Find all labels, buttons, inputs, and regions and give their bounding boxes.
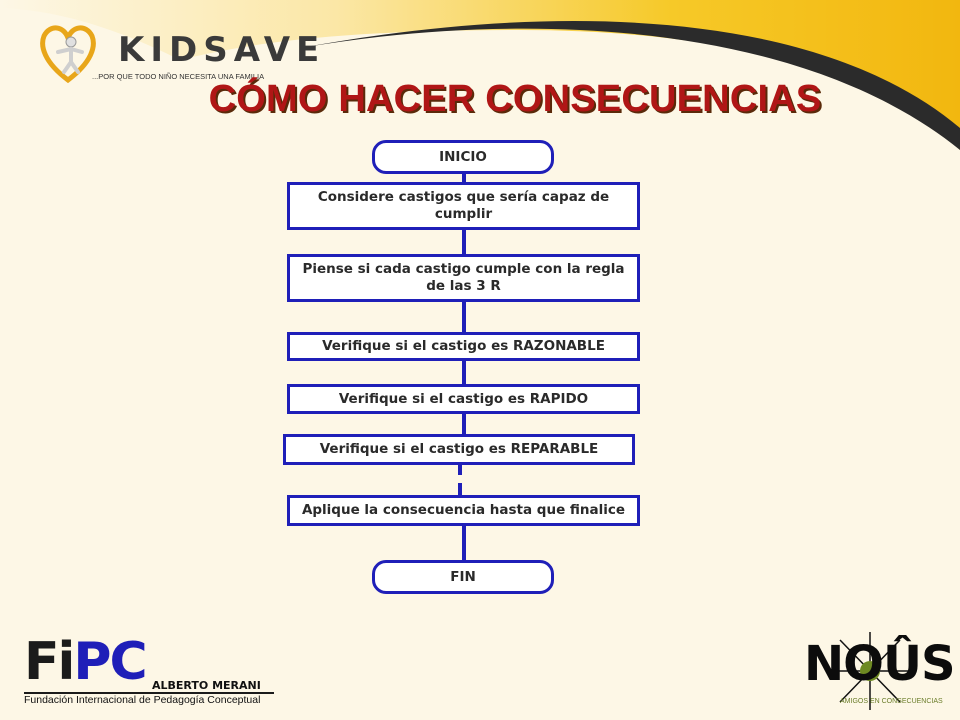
connector-3 — [462, 359, 466, 386]
kidsave-wordmark: KIDSAVE — [118, 30, 326, 70]
nous-logo — [800, 630, 955, 712]
fipc-logo — [24, 632, 280, 708]
step-apply: Aplique la consecuencia hasta que finalice — [287, 495, 640, 526]
fipc-foundation-name: Fundación Internacional de Pedagogía Conceptual — [24, 694, 261, 706]
connector-1 — [462, 228, 466, 256]
fipc-merani-name: ALBERTO MERANI — [152, 679, 261, 692]
page-title: CÓMO HACER CONSECUENCIAS — [208, 78, 822, 120]
connector-4 — [462, 412, 466, 436]
connector-5-dashed — [458, 463, 462, 497]
step-three-r-rule: Piense si cada castigo cumple con la regla de las 3 R — [287, 254, 640, 302]
start-node: INICIO — [372, 140, 554, 174]
step-consider: Considere castigos que sería capaz de cumplir — [287, 182, 640, 230]
connector-end — [462, 524, 466, 562]
nous-tagline: AMIGOS EN CONSECUENCIAS — [840, 698, 943, 705]
step-reasonable: Verifique si el castigo es RAZONABLE — [287, 332, 640, 361]
kidsave-tagline: ...POR QUE TODO NIÑO NECESITA UNA FAMILIA — [92, 72, 265, 81]
connector-2 — [462, 300, 466, 334]
step-repairable: Verifique si el castigo es REPARABLE — [283, 434, 635, 465]
fipc-letters: FiPC — [24, 632, 146, 692]
nous-wordmark: NOÛS — [804, 636, 955, 692]
step-rapid: Verifique si el castigo es RAPIDO — [287, 384, 640, 414]
end-node: FIN — [372, 560, 554, 594]
